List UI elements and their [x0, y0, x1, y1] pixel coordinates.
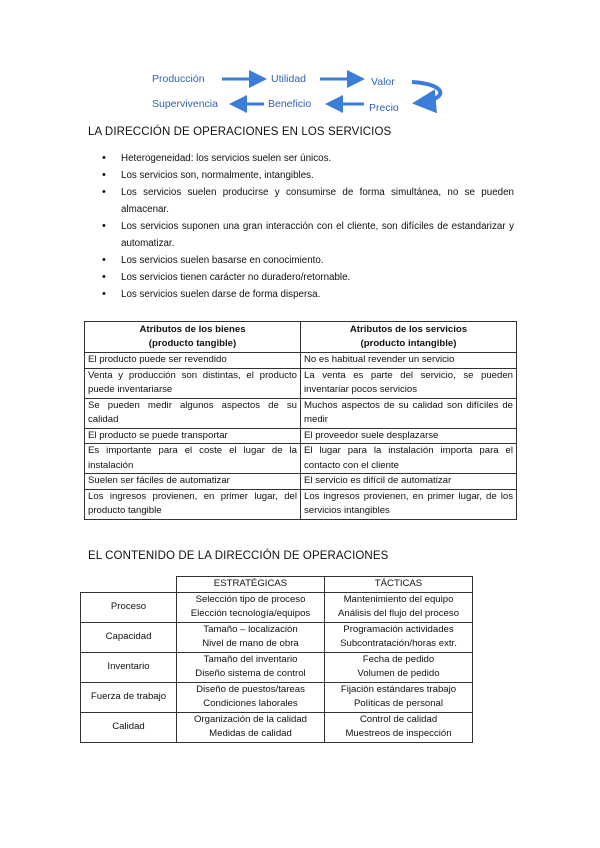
- table-row: [81, 592, 473, 622]
- table-row: [81, 712, 473, 742]
- table-header-row: [81, 577, 473, 593]
- table-row: [85, 368, 517, 398]
- cell-line: Fijación estándares trabajo: [340, 683, 457, 695]
- header-line: (producto intangible): [360, 338, 457, 349]
- cell-line: Subcontratación/horas extr.: [340, 638, 457, 649]
- row-label: Calidad: [81, 712, 177, 742]
- cell-line: Análisis del flujo del proceso: [337, 608, 460, 619]
- cell-line: Diseño de puestos/tareas: [196, 683, 305, 695]
- table-cell: [325, 652, 473, 682]
- table-cell: [325, 622, 473, 652]
- cell-line: Volumen de pedido: [357, 668, 440, 679]
- header-line: (producto tangible): [148, 338, 237, 349]
- table-cell: [177, 652, 325, 682]
- header-estrategicas: ESTRATÉGICAS: [177, 577, 325, 593]
- flow-supervivencia: Supervivencia: [152, 98, 218, 110]
- cell-line: Medidas de calidad: [209, 728, 292, 739]
- header-line: Atributos de los bienes: [139, 324, 246, 335]
- table-cell: [325, 592, 473, 622]
- table-cell: Es importante para el coste el lugar de la instalación: [85, 444, 301, 474]
- header-tacticas: TÁCTICAS: [325, 577, 473, 593]
- cell-line: Organización de la calidad: [193, 713, 308, 725]
- cell-line: Elección tecnología/equipos: [190, 608, 311, 619]
- servicios-bullet-list: [88, 150, 514, 303]
- table-cell: [325, 712, 473, 742]
- table-cell: Los ingresos provienen, en primer lugar, del producto tangible: [85, 489, 301, 519]
- row-label: Proceso: [81, 592, 177, 622]
- header-bienes: [85, 322, 301, 353]
- table-cell: Se pueden medir algunos aspectos de su calidad: [85, 398, 301, 428]
- table-cell: Suelen ser fáciles de automatizar: [85, 474, 301, 490]
- cell-line: Tamaño del inventario: [203, 653, 298, 665]
- table-cell: Muchos aspectos de su calidad son difíciles de medir: [301, 398, 517, 428]
- table-cell: Venta y producción son distintas, el producto puede inventariarse: [85, 368, 301, 398]
- cell-line: Tamaño – localización: [203, 623, 298, 635]
- cell-line: Políticas de personal: [353, 698, 444, 709]
- cell-line: Mantenimiento del equipo: [343, 593, 454, 605]
- table-row: [81, 682, 473, 712]
- table-row: [85, 398, 517, 428]
- table-header-row: [85, 322, 517, 353]
- section-title-servicios: LA DIRECCIÓN DE OPERACIONES EN LOS SERVICIOS: [88, 126, 392, 138]
- cell-line: Fecha de pedido: [362, 653, 435, 665]
- flow-utilidad: Utilidad: [271, 73, 307, 85]
- table-cell: El lugar para la instalación importa para el contacto con el cliente: [301, 444, 517, 474]
- table-row: [81, 622, 473, 652]
- cell-line: Diseño sistema de control: [195, 668, 306, 679]
- list-item: • Los servicios tienen carácter no duradero/retornable.: [88, 269, 514, 286]
- flow-produccion: Producción: [152, 73, 205, 85]
- table-cell: El producto puede ser revendido: [85, 353, 301, 369]
- list-item: • Los servicios suelen darse de forma dispersa.: [88, 286, 514, 303]
- atributos-table: [84, 321, 517, 520]
- row-label: Fuerza de trabajo: [81, 682, 177, 712]
- table-cell: El servicio es difícil de automatizar: [301, 474, 517, 490]
- table-cell: La venta es parte del servicio, se pueden inventariar pocos servicios: [301, 368, 517, 398]
- table-cell: Los ingresos provienen, en primer lugar, de los servicios intangibles: [301, 489, 517, 519]
- row-label: Capacidad: [81, 622, 177, 652]
- table-row: [85, 353, 517, 369]
- cell-line: Programación actividades: [343, 623, 454, 635]
- table-row: [85, 444, 517, 474]
- table-cell: [177, 712, 325, 742]
- flow-diagram: [0, 0, 600, 125]
- cell-line: Selección tipo de proceso: [195, 593, 306, 605]
- list-item: • Heterogeneidad: los servicios suelen ser únicos.: [88, 150, 514, 167]
- header-line: Atributos de los servicios: [349, 324, 468, 335]
- table-cell: No es habitual revender un servicio: [301, 353, 517, 369]
- table-cell: El producto se puede transportar: [85, 428, 301, 444]
- cell-line: Muestreos de inspección: [345, 728, 452, 739]
- table-cell: [177, 622, 325, 652]
- arrow-valor-precio-curve: [412, 82, 440, 103]
- list-item: • Los servicios son, normalmente, intangibles.: [88, 167, 514, 184]
- flow-beneficio: Beneficio: [268, 98, 312, 110]
- operaciones-table: [80, 576, 473, 743]
- section-title-contenido: EL CONTENIDO DE LA DIRECCIÓN DE OPERACIONES: [88, 550, 389, 562]
- table-row: [85, 489, 517, 519]
- cell-line: Condiciones laborales: [203, 698, 298, 709]
- list-item: • Los servicios suelen producirse y consumirse de forma simultánea, no se pueden almacenar.: [88, 184, 514, 218]
- flow-valor: Valor: [371, 76, 395, 88]
- list-item: • Los servicios suelen basarse en conocimiento.: [88, 252, 514, 269]
- empty-corner-cell: [81, 577, 177, 593]
- table-cell: [177, 592, 325, 622]
- flow-precio: Precio: [369, 102, 399, 114]
- table-cell: [325, 682, 473, 712]
- row-label: Inventario: [81, 652, 177, 682]
- list-item: • Los servicios suponen una gran interacción con el cliente, son difíciles de estandarizar y automatizar.: [88, 218, 514, 252]
- table-cell: [177, 682, 325, 712]
- table-row: [85, 428, 517, 444]
- cell-line: Control de calidad: [359, 713, 438, 725]
- table-row: [85, 474, 517, 490]
- table-cell: El proveedor suele desplazarse: [301, 428, 517, 444]
- table-row: [81, 652, 473, 682]
- cell-line: Nivel de mano de obra: [202, 638, 299, 649]
- header-servicios: [301, 322, 517, 353]
